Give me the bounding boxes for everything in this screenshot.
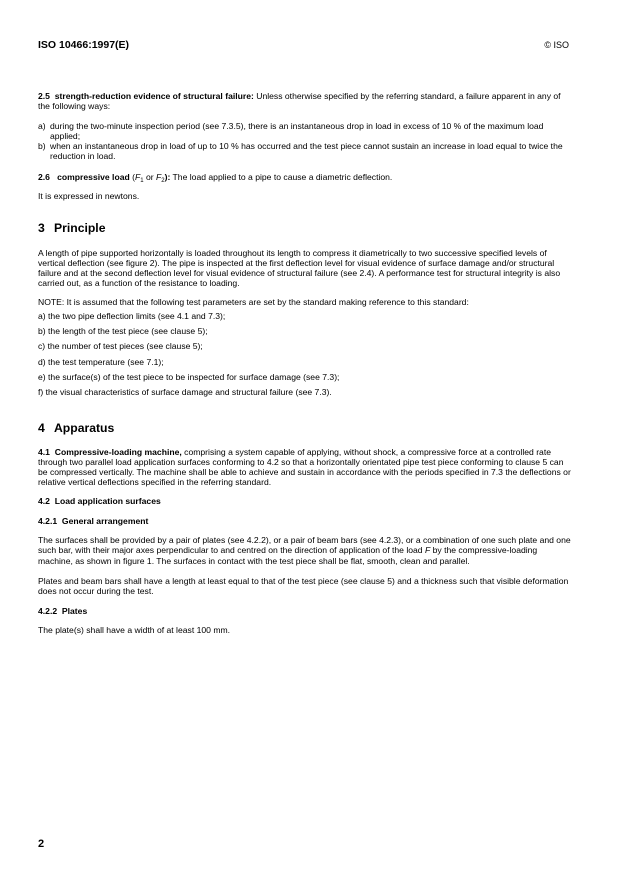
list-item: f) the visual characteristics of surface damage and structural failure (see 7.3). [38, 386, 332, 397]
list-item: d) the test temperature (see 7.1); [38, 356, 164, 367]
list-item: b) the length of the test piece (see clause 5); [38, 326, 208, 337]
subsection-heading: 4.2.2 Plates [38, 605, 88, 616]
paragraph: The plate(s) shall have a width of at least 100 mm. [38, 624, 231, 635]
list-label: b) [38, 141, 46, 152]
page-number: 2 [38, 838, 45, 850]
paragraph: The surfaces shall be provided by a pair of plates (see 4.2.2), or a pair of beam bars (see 4.2.3), or a combination of one such plate and one such bar, with their major axes perpendicular to and centred on the direction of application of the load F by the compressive-loading machine, as shown in figure 1. The surfaces in contact with the test piece shall be flat, smooth, clean and parallel. [38, 535, 571, 566]
clause-number: 2.6 [38, 171, 50, 182]
clause-2-6: 2.6 compressive load ($F_1$ or $F_2$): The load applied to a pipe to cause a diametric deflection. [38, 171, 393, 184]
clause-number: 2.5 [38, 91, 50, 101]
list-item [38, 141, 572, 161]
note: NOTE: It is assumed that the following test parameters are set by the standard making reference to this standard: [38, 297, 469, 308]
section-heading-apparatus: 4 Apparatus [38, 420, 115, 435]
definition-text: Unless otherwise specified by the referring standard, a failure apparent in any of the following ways: [38, 91, 561, 112]
term-heading: compressive load [57, 171, 130, 182]
page-content [38, 91, 572, 635]
subsection-heading: 4.2 Load application surfaces [38, 496, 161, 507]
list-text: when an instantaneous drop in load of up to 10 % has occurred and the test piece cannot sustain an increase in load equal to twice the reduction in load. [50, 141, 563, 162]
term-heading: strength-reduction evidence of structural failure: [54, 91, 254, 101]
list-text: during the two-minute inspection period (see 7.3.5), there is an instantaneous drop in load in excess of 10 % of the maximum load applied; [50, 121, 544, 142]
copyright-mark: © ISO [544, 40, 569, 50]
term-heading: Compressive-loading machine, [54, 446, 182, 457]
list-label: a) [38, 121, 46, 132]
document-id: ISO 10466:1997(E) [38, 39, 130, 51]
paragraph: It is expressed in newtons. [38, 190, 140, 201]
list-item: e) the surface(s) of the test piece to be inspected for surface damage (see 7.3); [38, 371, 340, 382]
list-item [38, 121, 572, 141]
clause-4-1: 4.1 Compressive-loading machine, comprising a system capable of applying, without shock, a compressive force at a controlled rate through two parallel load application surfaces conforming to 4.2 so that a horizontally orientated pipe test piece conforming to clause 5 can be compressed vertically. The machine shall be able to achieve and sustain in accordance with the periods specified in 7.3 the deflections or relative vertical deflections specified in the referring standard. [38, 446, 571, 488]
list-item: a) the two pipe deflection limits (see 4.1 and 7.3); [38, 311, 226, 322]
clause-2-5 [38, 91, 572, 111]
list-item: c) the number of test pieces (see clause 5); [38, 341, 203, 352]
paragraph: Plates and beam bars shall have a length at least equal to that of the test piece (see clause 5) and a thickness such that visible deformation does not occur during the test. [38, 575, 569, 596]
subsection-heading: 4.2.1 General arrangement [38, 516, 149, 527]
paragraph: A length of pipe supported horizontally is loaded throughout its length to compress it diametrically to two successive specified levels of vertical deflection (see figure 2). The pipe is inspected at the first deflection level for visual evidence of surface damage and/or structural failure and at the second deflection level for visual evidence of structural failure (see 2.4). A performance test for structural integrity is also carried out, as a function of the resistance to loading. [38, 247, 561, 289]
section-heading-principle: 3 Principle [38, 220, 106, 235]
definition-text: The load applied to a pipe to cause a diametric deflection. [170, 171, 393, 182]
